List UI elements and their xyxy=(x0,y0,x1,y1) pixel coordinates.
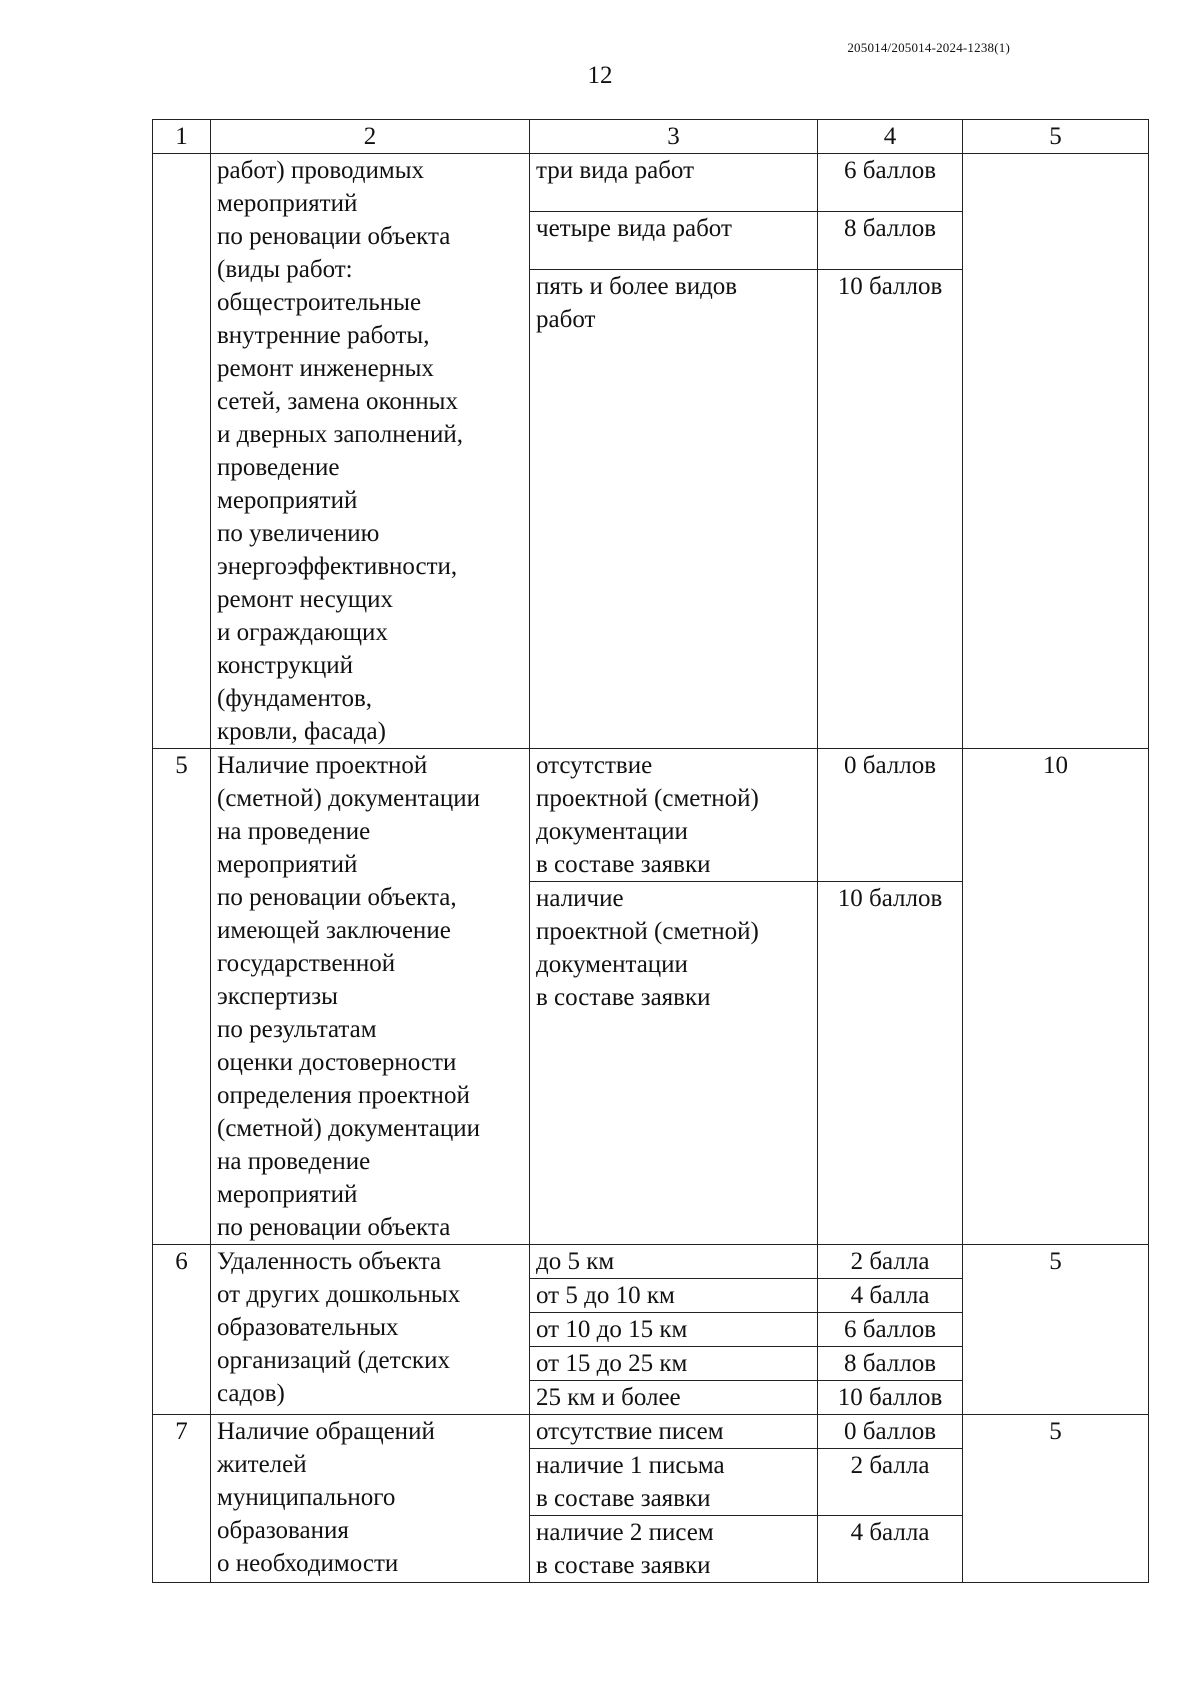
points-cell: 8 баллов xyxy=(818,1347,963,1381)
option-cell: от 10 до 15 км xyxy=(530,1313,818,1347)
option-cell: три вида работ xyxy=(530,154,818,212)
max-points-cell: 5 xyxy=(963,1415,1149,1583)
column-header-5: 5 xyxy=(963,120,1149,154)
option-cell: наличие проектной (сметной) документации в составе заявки xyxy=(530,882,818,1245)
option-cell: до 5 км xyxy=(530,1245,818,1279)
points-cell: 10 баллов xyxy=(818,882,963,1245)
points-cell: 8 баллов xyxy=(818,212,963,270)
option-cell: четыре вида работ xyxy=(530,212,818,270)
points-cell: 10 баллов xyxy=(818,270,963,749)
points-cell: 2 балла xyxy=(818,1245,963,1279)
column-header-2: 2 xyxy=(211,120,530,154)
option-cell: 25 км и более xyxy=(530,1381,818,1415)
column-header-1: 1 xyxy=(153,120,211,154)
page-number: 12 xyxy=(587,62,613,89)
criterion-cell: Удаленность объекта от других дошкольных образовательных организаций (детских садов) xyxy=(211,1245,530,1415)
table-row xyxy=(153,154,1149,212)
column-header-4: 4 xyxy=(818,120,963,154)
points-cell: 0 баллов xyxy=(818,1415,963,1449)
points-cell: 6 баллов xyxy=(818,154,963,212)
option-cell: пять и более видов работ xyxy=(530,270,818,749)
row-number-cell: 6 xyxy=(153,1245,211,1415)
criterion-cell: работ) проводимых мероприятий по реновации объекта (виды работ: общестроительные внутренние работы, ремонт инженерных сетей, замена оконных и дверных заполнений, проведение мероприятий по увеличению энергоэффективности, ремонт несущих и ограждающих конструкций (фундаментов, кровли, фасада) xyxy=(211,154,530,749)
points-cell: 4 балла xyxy=(818,1279,963,1313)
document-id: 205014/205014-2024-1238(1) xyxy=(847,40,1010,55)
table-row xyxy=(153,1415,1149,1449)
option-cell: отсутствие проектной (сметной) документации в составе заявки xyxy=(530,749,818,882)
points-cell: 0 баллов xyxy=(818,749,963,882)
criterion-cell: Наличие проектной (сметной) документации на проведение мероприятий по реновации объекта, имеющей заключение государственной экспертизы по результатам оценки достоверности определения проектной (сметной) документации на проведение мероприятий по реновации объекта xyxy=(211,749,530,1245)
criterion-cell: Наличие обращений жителей муниципального образования о необходимости xyxy=(211,1415,530,1583)
max-points-cell xyxy=(963,154,1149,749)
table-row xyxy=(153,749,1149,882)
column-header-3: 3 xyxy=(530,120,818,154)
table-header-row xyxy=(153,120,1149,154)
option-cell: от 5 до 10 км xyxy=(530,1279,818,1313)
points-cell: 4 балла xyxy=(818,1516,963,1583)
row-number-cell: 7 xyxy=(153,1415,211,1583)
option-cell: от 15 до 25 км xyxy=(530,1347,818,1381)
criteria-table xyxy=(152,119,1149,1583)
row-number-cell: 5 xyxy=(153,749,211,1245)
option-cell: наличие 1 письма в составе заявки xyxy=(530,1449,818,1516)
points-cell: 2 балла xyxy=(818,1449,963,1516)
option-cell: наличие 2 писем в составе заявки xyxy=(530,1516,818,1583)
option-cell: отсутствие писем xyxy=(530,1415,818,1449)
table-row xyxy=(153,1245,1149,1279)
row-number-cell xyxy=(153,154,211,749)
max-points-cell: 5 xyxy=(963,1245,1149,1415)
points-cell: 6 баллов xyxy=(818,1313,963,1347)
max-points-cell: 10 xyxy=(963,749,1149,1245)
points-cell: 10 баллов xyxy=(818,1381,963,1415)
